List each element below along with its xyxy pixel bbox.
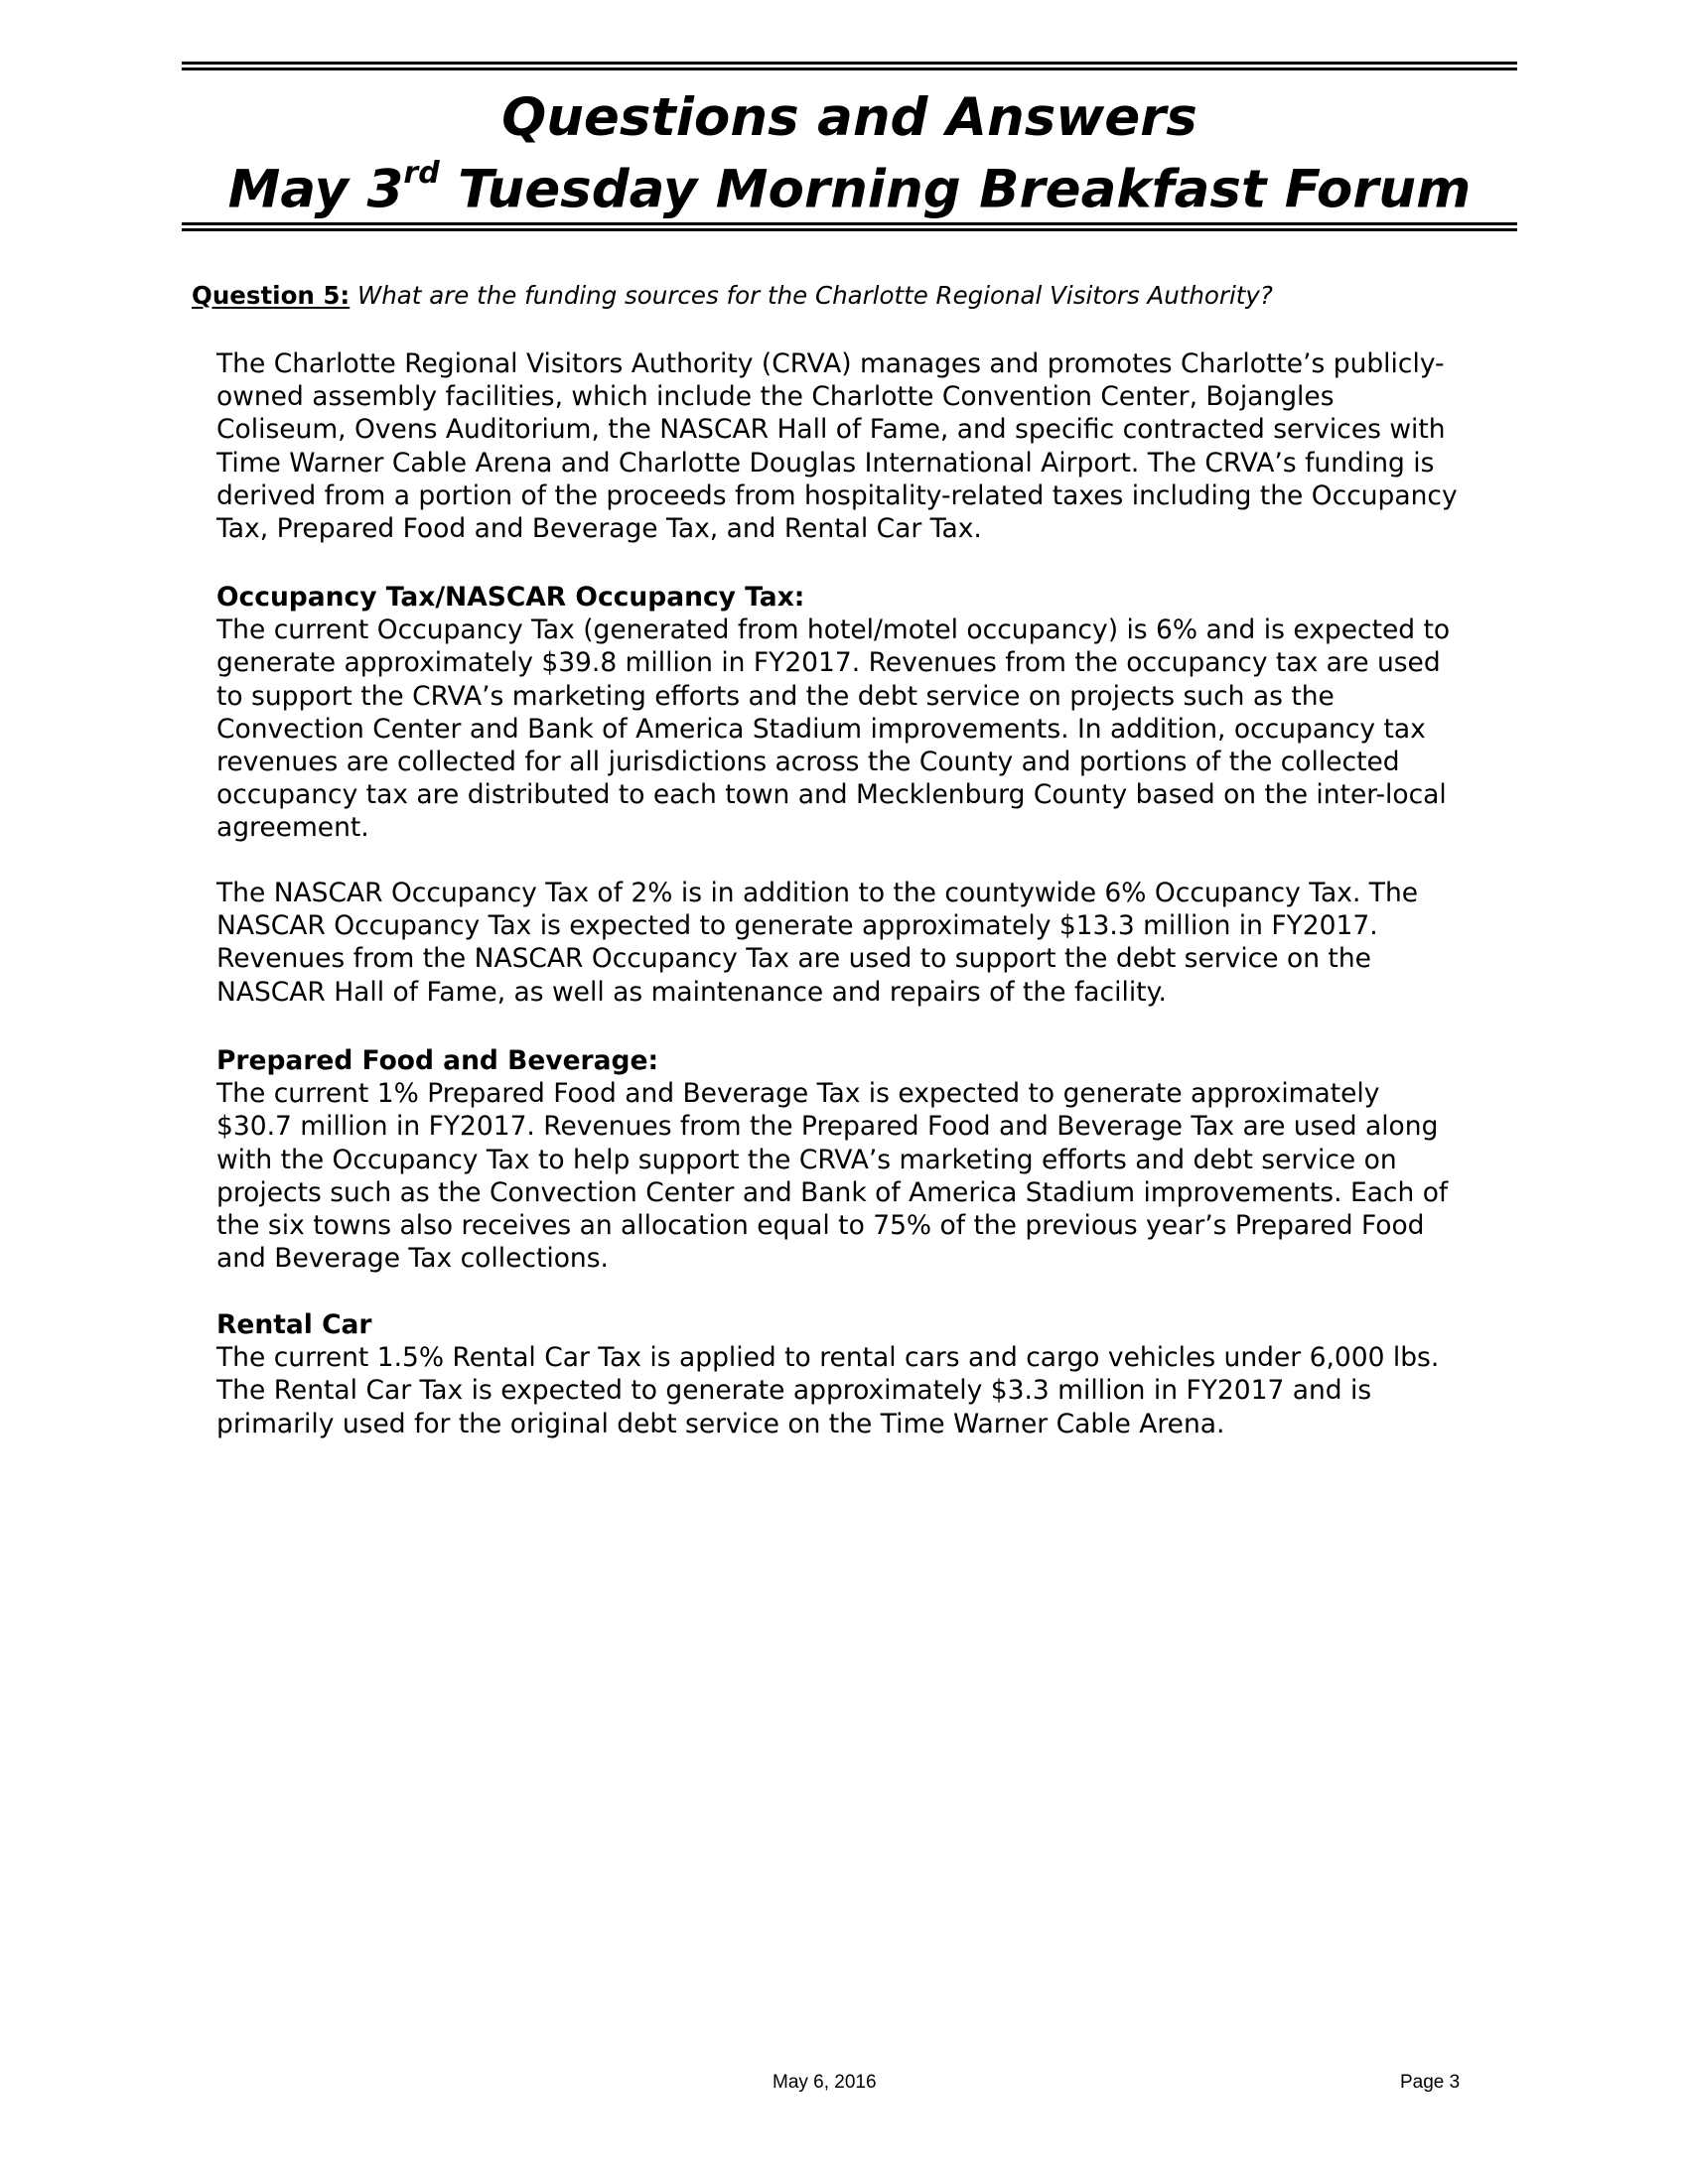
rental-car-line: The Rental Car Tax is expected to generate approximately $3.3 million in FY2017 and is [216,1375,1372,1407]
prepared-food-heading: Prepared Food and Beverage: [216,1045,659,1076]
occupancy-section [216,581,1527,845]
intro-line: The Charlotte Regional Visitors Authority (CRVA) manages and promotes Charlotte’s publicly- [216,348,1445,379]
subtitle-suffix: Tuesday Morning Breakfast Forum [439,159,1472,220]
intro-line: Tax, Prepared Food and Beverage Tax, and Rental Car Tax. [216,513,982,545]
footer-date: May 6, 2016 [773,2072,877,2093]
rental-car-section [216,1308,1527,1440]
header-top-rule [182,62,1517,73]
question [192,280,1273,312]
prepared-food-line: The current 1% Prepared Food and Beverage Tax is expected to generate approximately [216,1078,1380,1110]
nascar-line: Revenues from the NASCAR Occupancy Tax are used to support the debt service on the [216,943,1371,975]
nascar-occupancy-paragraph [216,877,1527,1009]
page-title: Questions and Answers [501,87,1197,148]
question-label: Question 5: [192,281,351,310]
rental-car-line: primarily used for the original debt service on the Time Warner Cable Arena. [216,1408,1225,1439]
prepared-food-line: the six towns also receives an allocation equal to 75% of the previous year’s Prepared Food [216,1210,1425,1242]
nascar-line: The NASCAR Occupancy Tax of 2% is in addition to the countywide 6% Occupancy Tax. The [216,878,1419,908]
occupancy-line: to support the CRVA’s marketing efforts and the debt service on projects such as the [216,680,1335,712]
intro-line: Coliseum, Ovens Auditorium, the NASCAR Hall of Fame, and specific contracted services with [216,414,1446,446]
occupancy-line: agreement. [216,812,369,844]
intro-paragraph [216,347,1527,545]
subtitle-prefix: May 3 [227,159,404,220]
nascar-line: NASCAR Hall of Fame, as well as maintenance and repairs of the facility. [216,976,1167,1008]
page-subtitle [182,149,1517,221]
footer-page-number: Page 3 [1400,2072,1461,2093]
intro-line: derived from a portion of the proceeds from hospitality-related taxes including the Occupancy [216,479,1458,511]
rental-car-heading: Rental Car [216,1309,372,1340]
question-text: What are the funding sources for the Charlotte Regional Visitors Authority? [357,281,1273,310]
prepared-food-line: and Beverage Tax collections. [216,1243,609,1275]
prepared-food-line: projects such as the Convection Center and Bank of America Stadium improvements. Each of [216,1176,1449,1208]
prepared-food-line: with the Occupancy Tax to help support the CRVA’s marketing efforts and debt service on [216,1144,1397,1175]
intro-line: owned assembly facilities, which include the Charlotte Convention Center, Bojangles [216,381,1335,413]
header-bottom-rule [182,222,1517,234]
nascar-line: NASCAR Occupancy Tax is expected to generate approximately $13.3 million in FY2017. [216,910,1378,942]
subtitle-ordinal: rd [403,156,440,191]
occupancy-line: occupancy tax are distributed to each town and Mecklenburg County based on the inter-local [216,779,1447,811]
occupancy-line: The current Occupancy Tax (generated from hotel/motel occupancy) is 6% and is expected to [216,614,1451,646]
occupancy-heading: Occupancy Tax/NASCAR Occupancy Tax: [216,582,805,613]
intro-line: Time Warner Cable Arena and Charlotte Douglas International Airport. The CRVA’s funding is [216,447,1435,478]
prepared-food-section [216,1044,1527,1275]
occupancy-line: Convection Center and Bank of America Stadium improvements. In addition, occupancy tax [216,713,1426,745]
rental-car-line: The current 1.5% Rental Car Tax is applied to rental cars and cargo vehicles under 6,000 lbs. [216,1342,1440,1374]
prepared-food-line: $30.7 million in FY2017. Revenues from the Prepared Food and Beverage Tax are used along [216,1111,1439,1143]
occupancy-line: generate approximately $39.8 million in FY2017. Revenues from the occupancy tax are used [216,647,1441,679]
occupancy-line: revenues are collected for all jurisdictions across the County and portions of the collected [216,747,1400,778]
